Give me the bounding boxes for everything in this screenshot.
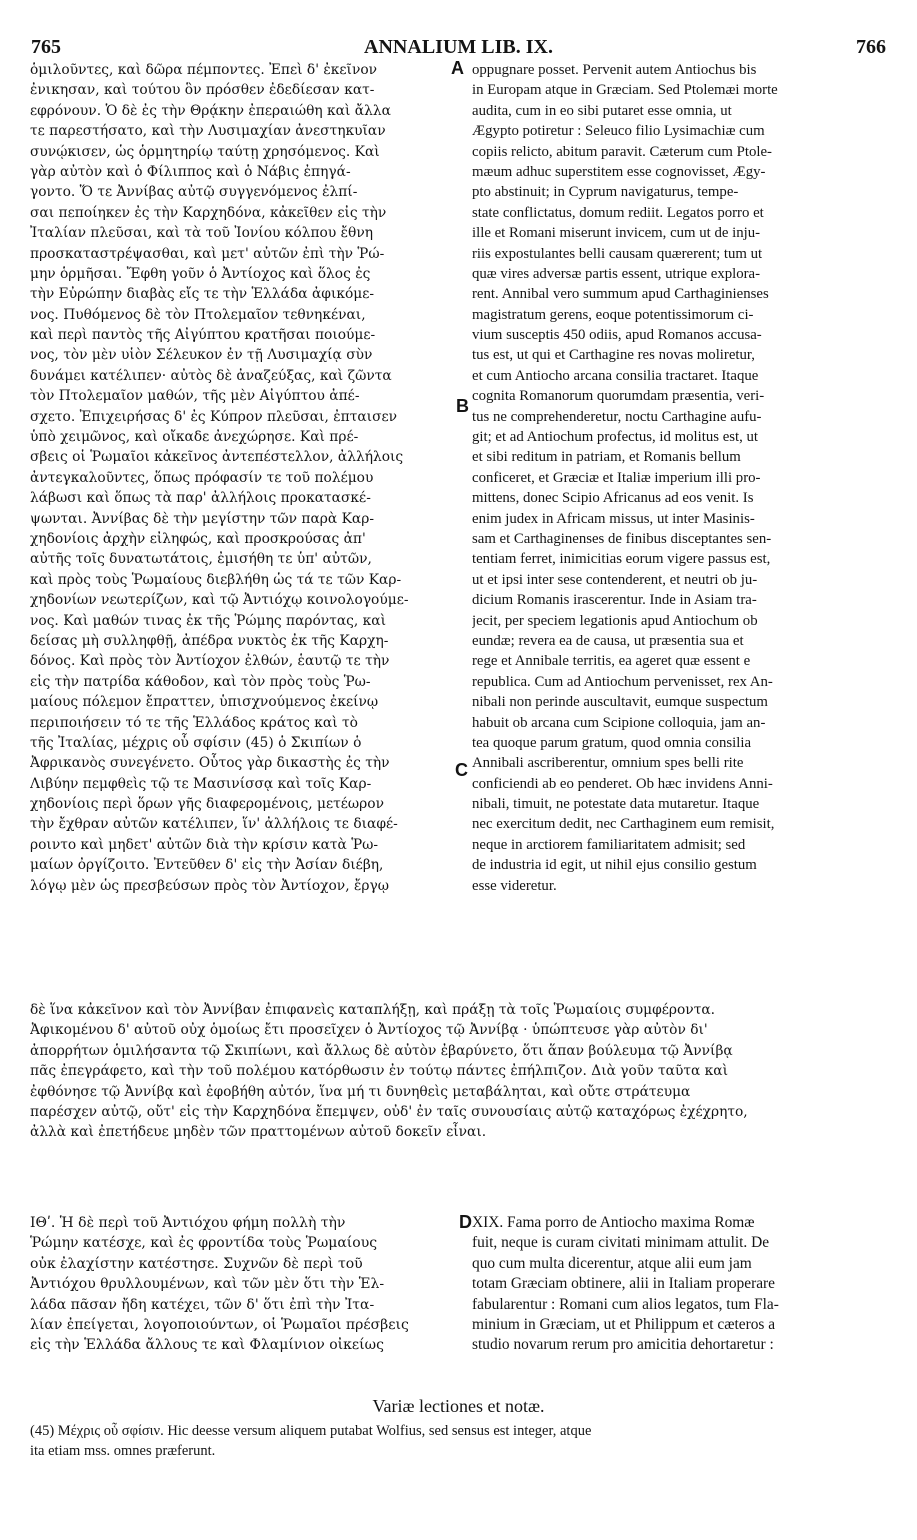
text-line: καὶ πρὸς τοὺς Ῥωμαίους διεβλήθη ὡς τά τε τῶν Καρ-	[30, 571, 402, 588]
text-line: audita, cum in eo sibi putaret esse omnia, ut	[472, 102, 732, 119]
text-line: ψωνται. Ἀννίβας δὲ τὴν μεγίστην τῶν παρὰ Καρ-	[30, 510, 375, 527]
text-line: cognita Romanorum quorumdam præsentia, veri-	[472, 388, 765, 405]
text-line: quæ vires adversæ partis essent, utrique explora-	[472, 265, 761, 282]
text-line: οὐκ ἐλαχίστην κατέστησε. Συχνῶν δὲ περὶ τοῦ	[30, 1255, 363, 1272]
text-line: git; et ad Antiochum profectus, id molitus est, ut	[472, 429, 759, 446]
text-line: Ἀντιόχου θρυλλουμένων, καὶ τῶν μὲν ὅτι τὴν Ἑλ-	[30, 1276, 385, 1293]
text-line: χηδονίοις περὶ ὅρων γῆς διαφερομένοις, μετέωρον	[30, 796, 384, 813]
text-line: jecit, per speciem legationis apud Antiochum ob	[472, 612, 758, 629]
note-line: ita etiam mss. omnes præferunt.	[30, 1443, 216, 1459]
text-line: et sibi reditum in patriam, et Romanis bellum	[472, 449, 741, 466]
text-line: δείσας μὴ συλληφθῇ, ἀπέδρα νυκτὸς ἐκ τῆς Καρχη-	[30, 632, 389, 649]
text-line: γὰρ αὐτὸν καὶ ὁ Φίλιππος καὶ ὁ Νάβις ἐπηγά-	[30, 163, 351, 180]
text-line: λίαν ἐπείγεται, λογοποιούντων, οἱ Ῥωμαῖοι πρέσβεις	[30, 1316, 409, 1333]
text-line: fuit, neque is curam civitati minimam attulit. De	[472, 1234, 770, 1252]
text-line: γοντο. Ὅ τε Ἀννίβας αὐτῷ συγγενόμενος ἐλπί-	[30, 184, 358, 201]
text-line: state conflictatus, domum rediit. Legatos porro et	[472, 204, 764, 221]
text-line: χηδονίων νεωτερίζων, καὶ τῷ Ἀντιόχῳ κοινολογούμε-	[30, 592, 409, 609]
text-line: magistratum gerens, eoque potentissimorum ci-	[472, 306, 754, 323]
text-line: studio novarum rerum pro amicitia dehortaretur :	[472, 1336, 774, 1354]
text-line: τὴν Εὐρώπην διαβὰς εἴς τε τὴν Ἑλλάδα ἀφικόμε-	[30, 286, 375, 303]
text-line: ὁμιλοῦντες, καὶ δῶρα πέμποντες. Ἐπεὶ δ' ἐκεῖνον	[30, 62, 378, 78]
text-line: προσκαταστρέψασθαι, καὶ μετ' αὐτῶν ἐπὶ τὴν Ῥώ-	[30, 245, 385, 262]
text-line: παρέσχεν αὐτῷ, οὔτ' εἰς τὴν Καρχηδόνα ἔπεμψεν, οὐδ' ἐν ταῖς συνουσίαις αὐτῷ καταχόρως ἐχέχρητο,	[30, 1103, 748, 1120]
text-line: ὑπὸ χειμῶνος, καὶ οἴκαδε ἀνεχώρησε. Καὶ πρέ-	[30, 429, 359, 446]
text-line: πᾶς ἐπεγράφετο, καὶ τὴν τοῦ πολέμου κατόρθωσιν ἐν τούτῳ πάντες ἐπήλπιζον. Διὰ γοῦν ταῦτα καὶ	[30, 1063, 729, 1080]
text-line: nec exercitum dedit, nec Carthaginem eum remisit,	[472, 816, 775, 833]
text-line: τὸν Πτολεμαῖον μαθών, τῆς μὲν Αἰγύπτου ἀπέ-	[30, 388, 360, 405]
text-line: αὐτῆς τοῖς δυνατωτάτοις, ἐμισήθη τε ὑπ' αὐτῶν,	[30, 551, 372, 568]
text-line: Ægypto potiretur : Seleuco filio Lysimachiæ cum	[472, 123, 765, 140]
margin-marker-c: C	[455, 760, 468, 780]
latin-text-column	[472, 60, 890, 896]
text-line: μαίους πόλεμον ἔπραττεν, ὑπισχνούμενος ἐκείνῳ	[30, 694, 379, 711]
text-line: conficiendi ab eo penderet. Ob hæc invidens Anni-	[472, 775, 773, 792]
text-line: ἀντεγκαλοῦντες, ὅπως πρόφασίν τε τοῦ πολέμου	[30, 469, 374, 486]
text-line: νος. Καὶ μαθών τινας ἐκ τῆς Ῥώμης παρόντας, καὶ	[30, 612, 386, 629]
text-line: neque in arctiorem familiaritatem admisit; sed	[472, 836, 746, 853]
text-line: rege et Annibale territis, ea ageret quæ essent e	[472, 653, 751, 670]
text-line: Ἀφικομένου δ' αὐτοῦ οὐχ ὁμοίως ἔτι προσεῖχεν ὁ Ἀντίοχος τῷ Ἀννίβᾳ · ὑπώπτευσε γὰρ αὐτὸν δι'	[30, 1022, 708, 1039]
text-line: λόγῳ μὲν ὡς πρεσβεύσων πρὸς τὸν Ἀντίοχον, ἔργῳ	[30, 877, 389, 894]
notes-heading: Variæ lectiones et notæ.	[372, 1396, 545, 1416]
text-line: καὶ περὶ παντὸς τῆς Αἰγύπτου κρατῆσαι ποιούμε-	[30, 327, 376, 344]
note-line: (45) Μέχρις οὗ σφίσιν. Hic deesse versum aliquem putabat Wolfius, sed sensus est integer, atque	[30, 1423, 592, 1439]
text-line: ut et ipsi inter sese contenderent, et neutri ob ju-	[472, 571, 758, 588]
text-line: enim judex in Africam missus, ut inter Masinis-	[472, 510, 755, 527]
greek-text-column-2	[30, 1213, 462, 1356]
text-line: de industria id egit, ut nihil ejus consilio gestum	[472, 857, 757, 874]
text-line: δὲ ἵνα κἀκεῖνον καὶ τὸν Ἀννίβαν ἐπιφανεὶς καταπλήξῃ, καὶ πράξῃ τὰ τοῖς Ῥωμαίοις συμφέροντα.	[30, 1002, 716, 1018]
text-line: nibali, timuit, ne potestate data mutaretur. Itaque	[472, 796, 760, 813]
margin-marker-b: B	[456, 396, 469, 416]
page-number-right: 766	[856, 36, 886, 58]
text-line: λάδα πᾶσαν ἤδη κατέχει, τῶν δ' ὅτι ἐπὶ τὴν Ἰτα-	[30, 1296, 375, 1313]
text-line: Ἰταλίαν πλεῦσαι, καὶ τὰ τοῦ Ἰονίου κόλπου ἔθνη	[30, 225, 373, 242]
text-line: τῆς Ἰταλίας, μέχρις οὗ σφίσιν (45) ὁ Σκιπίων ὁ	[30, 734, 362, 751]
text-line: ἀπορρήτων ὁμιλήσαντα τῷ Σκιπίωνι, καὶ ἄλλως δὲ αὐτὸν ἐβαρύνετο, ὅτι ἅπαν βούλευμα τῷ Ἀννίβᾳ	[30, 1042, 733, 1059]
text-line: λάβωσι καὶ ὅπως τὰ παρ' ἀλλήλοις προκατασκέ-	[30, 490, 371, 507]
text-line: ΙΘʹ. Ἡ δὲ περὶ τοῦ Ἀντιόχου φήμη πολλὴ τὴν	[30, 1215, 346, 1231]
text-line: in Europam atque in Græciam. Sed Ptolemæi morte	[472, 82, 778, 99]
text-line: copiis relicto, abitum paravit. Cæterum cum Ptole-	[472, 143, 772, 160]
greek-text-column	[30, 60, 462, 896]
text-line: mittens, donec Scipio Africanus ad eos venit. Is	[472, 490, 754, 507]
text-line: ροιντο καὶ μηδετ' αὐτῶν διὰ τὴν κρίσιν κατὰ Ῥω-	[30, 836, 379, 853]
text-line: habuit ob arcana cum Scipione colloquia, jam an-	[472, 714, 766, 731]
text-line: δυνάμει κατέλιπεν· αὐτὸς δὲ ἀναζεύξας, καὶ ζῶντα	[30, 367, 392, 384]
text-line: totam Græciam obtinere, alii in Italiam properare	[472, 1275, 775, 1293]
text-line: ἐφθόνησε τῷ Ἀννίβᾳ καὶ ἐφοβήθη αὐτόν, ἵνα μή τι δυνηθεὶς μεταβάληται, καὶ οὔτε στράτευμα	[30, 1083, 691, 1100]
text-line: vium susceptis 450 odiis, apud Romanos accusa-	[472, 327, 762, 344]
text-line: nibali non perinde auscultavit, eumque suspectum	[472, 694, 768, 711]
running-title: ANNALIUM LIB. IX.	[364, 36, 553, 58]
text-line: sam et Carthaginenses de finibus disceptantes sen-	[472, 530, 772, 547]
text-line: esse videretur.	[472, 877, 557, 894]
text-line: ἐνικησαν, καὶ τούτου ὃν πρόσθεν ἐδεδίεσαν κατ-	[30, 82, 375, 99]
text-line: et cum Antiocho arcana consilia tractaret. Itaque	[472, 367, 759, 384]
text-line: conficeret, et Græciæ et Italiæ imperium illi pro-	[472, 469, 761, 486]
text-line: ἀλλὰ καὶ ἐπετήδευε μηδὲν τῶν πραττομένων αὐτοῦ δοκεῖν εἶναι.	[30, 1124, 487, 1141]
margin-marker-d: D	[459, 1212, 472, 1232]
latin-text-column-2	[472, 1213, 890, 1356]
text-line: δόνος. Καὶ πρὸς τὸν Ἀντίοχον ἐλθών, ἑαυτῷ τε τὴν	[30, 653, 390, 670]
text-line: εφρόνουν. Ὁ δὲ ἐς τὴν Θρᾴκην ἐπεραιώθη καὶ ἄλλα	[30, 102, 391, 119]
text-line: νος. Πυθόμενος δὲ τὸν Πτολεμαῖον τεθνηκέναι,	[30, 306, 366, 323]
text-line: rent. Annibal vero summum apud Carthaginienses	[472, 286, 769, 303]
text-line: σβεις οἱ Ῥωμαῖοι κἀκεῖνος ἀντεπέστελλον, ἀλλήλοις	[30, 449, 404, 466]
text-line: εἰς τὴν Ἑλλάδα ἄλλους τε καὶ Φλαμίνιον οἰκείως	[30, 1337, 384, 1354]
text-line: Λιβύην πεμφθεὶς τῷ τε Μασινίσσᾳ καὶ τοῖς Καρ-	[30, 775, 372, 792]
text-line: σχετο. Ἐπιχειρήσας δ' ἐς Κύπρον πλεῦσαι, ἐπταισεν	[30, 408, 398, 425]
text-line: τε παρεστήσατο, καὶ τὴν Λυσιμαχίαν ἀνεστηκυῖαν	[30, 123, 386, 140]
text-line: tea quoque parum gratum, quod omnia consilia	[472, 734, 752, 751]
text-line: dicium Romanis irascerentur. Inde in Asiam tra-	[472, 592, 757, 609]
text-line: minium in Græciam, ut et Philippum et cæteros a	[472, 1315, 776, 1333]
text-line: tus est, ut qui et Carthagine res novas moliretur,	[472, 347, 755, 364]
text-line: tus ne comprehenderetur, noctu Carthagine aufu-	[472, 408, 762, 425]
text-line: Ἀφρικανὸς συνεγένετο. Οὗτος γὰρ δικαστὴς ἐς τὴν	[30, 755, 390, 772]
greek-full-width-text	[30, 1000, 892, 1143]
text-line: νος, τὸν μὲν υἱὸν Σέλευκον ἐν τῇ Λυσιμαχίᾳ σὺν	[30, 347, 373, 364]
text-line: μαίων ὀργίζοιτο. Ἐντεῦθεν δ' εἰς τὴν Ἀσίαν διέβη,	[30, 857, 384, 874]
text-line: republica. Cum ad Antiochum pervenisset, rex An-	[472, 673, 773, 690]
text-line: riis expostulantes belli causam quærerent; tum ut	[472, 245, 763, 262]
text-line: ille et Romani miserunt invicem, cum ut de inju-	[472, 225, 761, 242]
text-line: περιποιήσειν τό τε τῆς Ἑλλάδος κράτος καὶ τὸ	[30, 714, 358, 731]
text-line: pto abstinuit; in Cyprum navigaturus, tempe-	[472, 184, 739, 201]
text-line: Annibali ascriberentur, omnium spes belli rite	[472, 755, 744, 772]
text-line: εἰς τὴν πατρίδα κάθοδον, καὶ τὸν πρὸς τοὺς Ῥω-	[30, 673, 371, 690]
text-line: μην ὁρμῆσαι. Ἔφθη γοῦν ὁ Ἀντίοχος καὶ ὅλος ἐς	[30, 265, 371, 282]
text-line: χηδονίοις ἀρχὴν εἰληφώς, καὶ προσκρούσας ἀπ'	[30, 530, 366, 547]
text-line: eundæ; revera ea de causa, ut præsentia sua et	[472, 632, 744, 649]
text-line: συνῴκισεν, ὡς ὁρμητηρίῳ ταύτῃ χρησόμενος. Καὶ	[30, 143, 380, 160]
text-line: oppugnare posset. Pervenit autem Antiochus bis	[472, 62, 757, 78]
text-line: quo cum multa dicerentur, atque alii eum jam	[472, 1254, 752, 1272]
margin-marker-a: A	[451, 58, 464, 78]
text-line: Ῥώμην κατέσχε, καὶ ἐς φροντίδα τοὺς Ῥωμαίους	[30, 1235, 378, 1252]
notes-text	[30, 1421, 892, 1461]
text-line: σαι πεποίηκεν ἐς τὴν Καρχηδόνα, κἀκεῖθεν εἰς τὴν	[30, 204, 387, 221]
text-line: mæum adhuc superstitem esse cognovisset, Ægy-	[472, 163, 766, 180]
text-line: XIX. Fama porro de Antiocho maxima Romæ	[472, 1214, 755, 1231]
page-number-left: 765	[31, 36, 61, 58]
text-line: fabularentur : Romani cum alios legatos, tum Fla-	[472, 1295, 779, 1313]
text-line: tentiam ferret, inimicitias eorum vigere passus est,	[472, 551, 771, 568]
text-line: τὴν ἔχθραν αὐτῶν κατέλιπεν, ἵν' ἀλλήλοις τε διαφέ-	[30, 816, 398, 833]
